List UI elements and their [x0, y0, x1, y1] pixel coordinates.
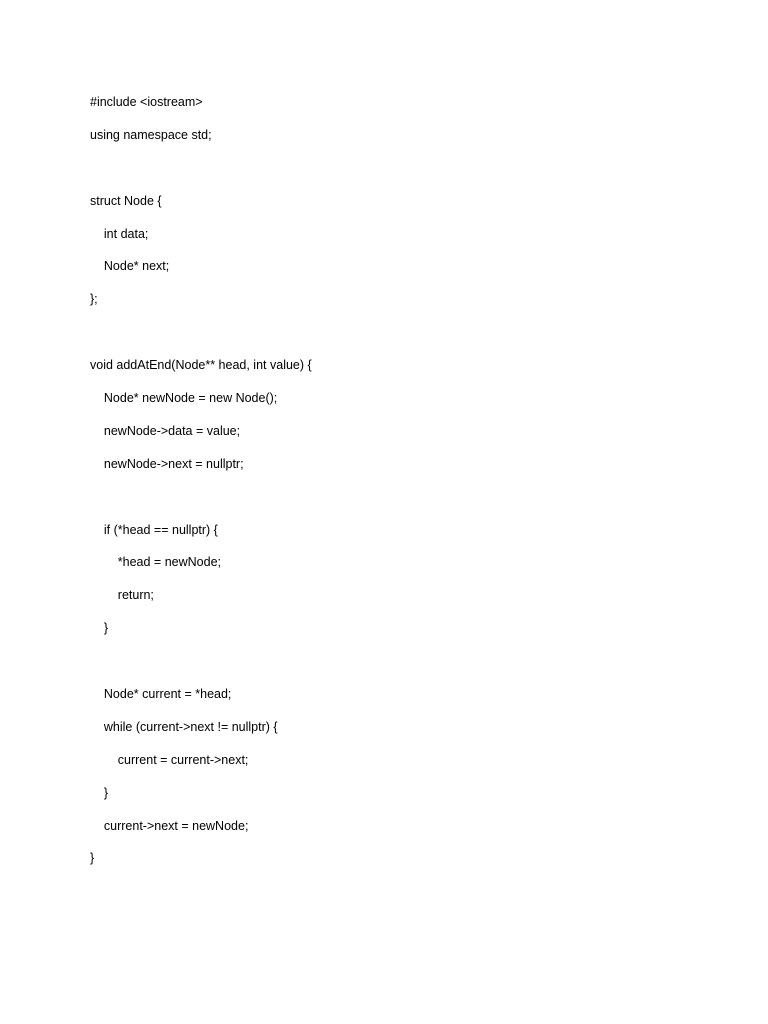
- code-line: [90, 321, 690, 354]
- code-line: #include <iostream>: [90, 95, 203, 109]
- code-line: int data;: [90, 226, 149, 241]
- code-line: struct Node {: [90, 193, 162, 208]
- code-line: Node* next;: [90, 259, 170, 274]
- code-line: [90, 157, 690, 190]
- code-line: Node* newNode = new Node();: [90, 391, 278, 406]
- code-line: newNode->data = value;: [90, 423, 241, 438]
- code-line: return;: [90, 588, 154, 603]
- code-line: current = current->next;: [90, 752, 249, 767]
- code-line: };: [90, 292, 98, 307]
- code-line: [90, 486, 690, 519]
- code-line: }: [90, 621, 109, 636]
- code-line: Node* current = *head;: [90, 687, 232, 702]
- code-line: }: [90, 785, 109, 800]
- code-block: [90, 91, 690, 880]
- code-line: newNode->next = nullptr;: [90, 456, 244, 471]
- code-line: while (current->next != nullptr) {: [90, 719, 278, 734]
- code-line: }: [90, 851, 95, 866]
- code-line: void addAtEnd(Node** head, int value) {: [90, 358, 312, 373]
- code-line: using namespace std;: [90, 127, 212, 142]
- code-line: [90, 650, 690, 683]
- code-line: if (*head == nullptr) {: [90, 522, 218, 537]
- code-line: current->next = newNode;: [90, 818, 249, 833]
- code-line: *head = newNode;: [90, 555, 221, 570]
